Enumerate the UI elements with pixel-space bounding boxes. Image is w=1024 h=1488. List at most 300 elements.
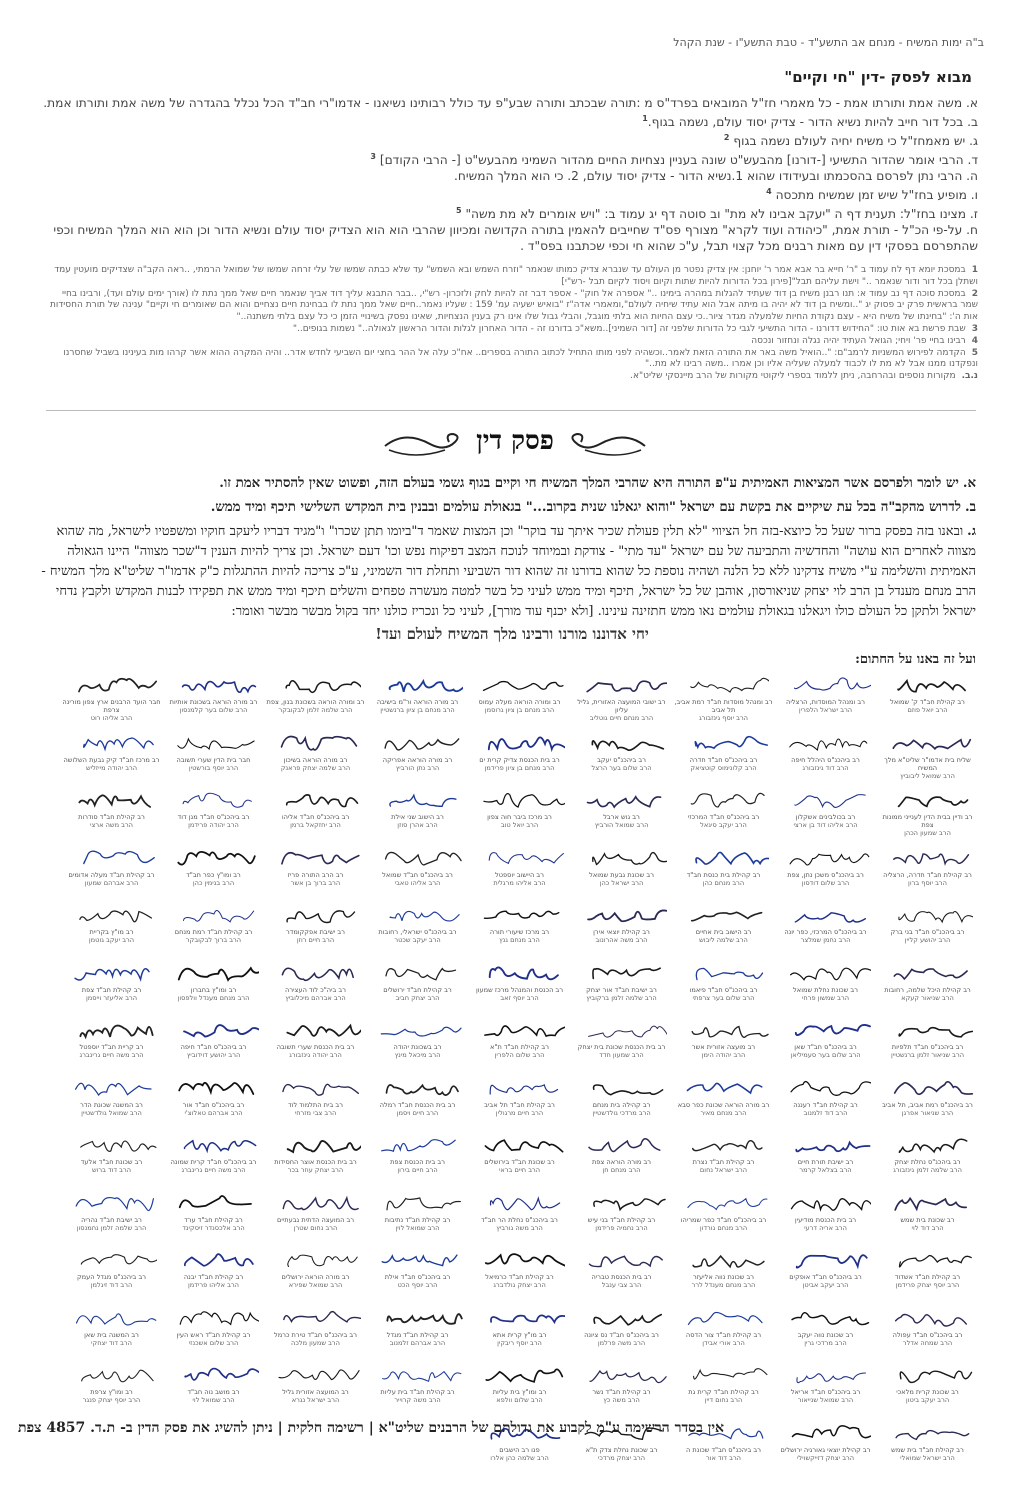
signer-title: רב ביהכנ"ס חב"ד פיאמו — [689, 985, 758, 994]
signer-name: הרב יהודה פרידמן — [188, 821, 239, 829]
signer-title: רב קהילת חב"ד נשר — [592, 1388, 651, 1396]
handwritten-signature — [781, 1190, 871, 1216]
ruling-paragraph — [41, 498, 976, 518]
signature-stroke — [687, 1083, 761, 1093]
footnote — [43, 324, 978, 336]
signature-stroke — [590, 1371, 666, 1383]
signer-name: הרב חיים מרגולין — [495, 1108, 544, 1117]
signer-name: הרב קלונימוס קוטציאק — [690, 763, 757, 772]
footnote-text: במסכת סוכה דף נב עמוד א: תנו רבנן משיח בן דוד שעתיד להגלות במהרה בימינו .." אספרה אל חוק" - אספר דבר זה להיות לחק ולזכרון- רש"י, ..בבר התבגא עליך דוד אביך שנאמר חיים שאל ממך נתת לו (אורך ימים עולם ועד), ורבינו בחיי שמר בראשית פרק יב פסוק יג "..ומשיח בן דוד לא יהיה בו מיתה אבל הוא עתיד שיחיה לעולם",ומאמרי אדה"ז "בואיש ישעיה עמ' 159 : שעליו נאמר..חיים שאל ממך נתת לו בבחינת חיים נצחיים והוא הם שאומרים חי וקיים" ענינה של תורת החסידות אות ה': "בחינתו של משיח היא - עצם נקודת החיות שלמעלה מגדר ציור..כי עצם החיות הוא בלתי מוגבל, והבלי גבול שלו אינו רק בענין הנצחיות, שאינו נפסק בשינויי הזמן כי כל עצם בלתי משתנה.." — [49, 288, 978, 323]
signer-name: הרב אורי אבידן — [702, 1338, 745, 1347]
signer-title: רב קהילת חב"ד קרית גת — [688, 1388, 759, 1396]
ruling-letter: ג. — [967, 524, 976, 539]
signature-stroke — [893, 854, 968, 864]
signer-name: הרב משה פרלמן — [597, 1338, 646, 1347]
ruling-title-ornament — [375, 420, 655, 468]
handwritten-signature — [781, 672, 871, 698]
signature-stroke — [287, 1026, 361, 1036]
signer-name: הרב ישראל כהן — [599, 878, 644, 887]
signature-stroke — [184, 1254, 252, 1266]
handwritten-signature — [373, 730, 463, 756]
handwritten-signature — [883, 730, 973, 756]
signer-title: רב קהילת חב"ד נתיבות — [384, 1215, 451, 1224]
signature-stroke — [185, 1369, 259, 1380]
handwritten-signature — [475, 787, 565, 813]
handwritten-signature — [67, 1190, 157, 1216]
signature-stroke — [484, 794, 565, 807]
handwritten-signature — [169, 730, 259, 756]
signer-name: הרב שלמה יצחק פראנק — [280, 763, 351, 772]
handwritten-signature — [169, 845, 259, 871]
handwritten-signature — [577, 1247, 667, 1273]
handwritten-signature — [883, 1420, 973, 1446]
signer-title: רב קהילת חב"ד ק' שמואל — [890, 698, 965, 706]
intro-item-row — [38, 203, 978, 222]
signer-name: הרב שלום בער הרצל — [591, 763, 652, 772]
signer-name: הרב יעקב שכטר — [394, 936, 441, 944]
handwritten-signature — [475, 902, 565, 928]
signature-stroke — [282, 1084, 357, 1095]
signer-title: רב מרכז שיעורי תורה — [489, 928, 550, 936]
signature-stroke — [592, 740, 663, 749]
signer-name: הרב חיים רוזן — [296, 936, 335, 944]
signer-name: הרב ישראל הלפרין — [798, 706, 853, 714]
signature-stroke — [898, 912, 972, 922]
signature-stroke — [490, 1198, 559, 1209]
signature-stroke — [387, 1314, 461, 1324]
signer-title: רב מורה הוראה בשכונת אותיות — [169, 698, 258, 706]
signer-name: הרב יואל טוב — [500, 821, 539, 829]
signer-name: הרב שמואל הורביץ — [594, 821, 649, 829]
handwritten-signature — [475, 960, 565, 986]
signature-stroke — [281, 852, 358, 863]
handwritten-signature — [679, 1190, 769, 1216]
handwritten-signature — [679, 672, 769, 698]
signer-name: הרב מנחם חן — [602, 1166, 641, 1174]
signature-stroke — [483, 682, 562, 691]
signer-title: רב ישיבת תורת חיים — [797, 1158, 854, 1166]
handwritten-signature — [271, 1132, 361, 1158]
signer-name: הרב יהודה הימן — [701, 1051, 746, 1059]
signature-stroke — [792, 1425, 870, 1437]
handwritten-signature — [679, 787, 769, 813]
signature-stroke — [79, 911, 150, 922]
handwritten-signature — [577, 960, 667, 986]
ruling-letter: א. — [962, 476, 976, 491]
signature-stroke — [281, 736, 356, 749]
signature-stroke — [76, 1197, 153, 1210]
handwritten-signature — [169, 1132, 259, 1158]
signer-title: רב שכונת נווה אליעזר — [692, 1273, 755, 1281]
signature-stroke — [79, 679, 156, 692]
signer-name: הרב יוסף ברון — [908, 878, 947, 887]
handwritten-signature — [271, 1305, 361, 1331]
signature-stroke — [795, 913, 865, 922]
header-line: ב"ה ימות המשיח - מנחם אב התשע"ד - טבת התשע"ו - שנת הקהל — [673, 36, 984, 49]
signer-title: רב ביהכנ"ס חב"ד אופקים — [789, 1273, 862, 1281]
signer-title: רב המשנה שכונת הדר — [80, 1100, 143, 1109]
signer-name: הרב משה אהרונוב — [595, 936, 648, 944]
signer-name: הרב מנחם בן ציון ברנשטיין — [380, 706, 455, 714]
signature-stroke — [76, 1313, 155, 1324]
signer-name: הרב משה קרוייר — [394, 1396, 441, 1404]
signer-title: רב מורה הוראה אפריקה — [382, 755, 453, 764]
signature-stroke — [690, 678, 768, 692]
signature-stroke — [687, 1198, 766, 1209]
signer-name: הרב מנחם בן ציון פרידמן — [484, 763, 555, 772]
handwritten-signature — [577, 902, 667, 928]
handwritten-signature — [373, 1075, 463, 1101]
signer-title: רב ביהכנ"ס חב"ד תלפיות — [891, 1043, 964, 1051]
signer-title: רב הישוב שני אילת — [391, 813, 444, 821]
signature-stroke — [389, 795, 455, 806]
signer-title: רב ביהכנ"ס חב"ד טירת כרמל — [274, 1330, 357, 1339]
signer-name: הרב שמואל גולדשטיין — [81, 1108, 142, 1117]
handwritten-signature — [67, 1075, 157, 1101]
signature-stroke — [693, 1256, 764, 1267]
footnote-number: נ.ב. — [961, 371, 978, 382]
signer-title: רב בית הכנסת צפת — [390, 1158, 445, 1166]
signature-stroke — [287, 1255, 356, 1266]
signature-stroke — [282, 968, 353, 980]
signer-name: הרב מרדכי גולדשטיין — [592, 1108, 651, 1117]
footnote-mark: 5 — [456, 206, 462, 216]
signer-name: הרב שלמה כהן אלרו — [490, 1453, 549, 1462]
signer-name: הרב שמחה אדלר — [902, 1338, 953, 1347]
signer-name: הרב משה חיים גרינברג — [181, 1166, 246, 1174]
signature-stroke — [386, 1084, 458, 1094]
handwritten-signature — [373, 902, 463, 928]
signature-stroke — [178, 851, 255, 864]
intro-item: א. משה אמת ותורתו אמת - כל מאמרי חז"ל המובאים בפרד"ס מ :תורה שבכתב ותורה שבע"פ עד כולל רבותינו נשיאנו - אדמו"רי חב"ד הכל נכלל בהגדרה של משה אמת ותורתו אמת. — [43, 96, 978, 110]
signer-name: הרב מנחם גנץ — [499, 936, 540, 944]
handwritten-signature — [373, 1190, 463, 1216]
handwritten-signature — [169, 1190, 259, 1216]
handwritten-signature — [475, 1305, 565, 1331]
signer-title: רב ביהכנ"ס מגדל העמק — [77, 1273, 146, 1281]
signer-title: רב ביהכנ"ס חב"ד אילת — [384, 1273, 451, 1281]
handwritten-signature — [781, 845, 871, 871]
signer-name: הרב שמעון מלכה — [291, 1338, 340, 1347]
intro-item: ח. על-פי הכ"ל - תורת אמת, "כיהודה ועוד לקרא" מצורף פס"ד שחייבים להאמין בתורה הקדושה ומכיוון שהרבי הוא הוא הצדיק יסוד עולם ונשיא הדור וכן הוא הוא המלך המשיח וכפי שהתפרסם בפסקי דין עם מאות רבנים מכל קצוי תבל, ע"כ שהוא חי וכפי שכתבנו בפס"ד . — [53, 223, 978, 254]
handwritten-signature — [169, 1017, 259, 1043]
handwritten-signature — [577, 1190, 667, 1216]
handwritten-signature — [577, 730, 667, 756]
handwritten-signature — [883, 1017, 973, 1043]
signer-name: הרב יצחק חביב — [395, 993, 440, 1002]
signature-stroke — [486, 1369, 562, 1381]
signer-title: רב שכונת נווה יעקב — [797, 1330, 854, 1339]
signer-title: רב קהילת חב"ד בית שמש — [891, 1445, 964, 1454]
signer-name: הרב נחום שטרן — [293, 1223, 338, 1232]
signer-title: רב בית הכנסת צדיק קרית ים — [479, 755, 560, 764]
signer-name: הרב אברהם שמעון — [84, 878, 139, 887]
signer-name: הרב מנחם גורדון — [699, 1223, 748, 1232]
signer-name: הרב שלום בער קלמנסון — [179, 706, 248, 714]
signature-stroke — [594, 1314, 661, 1324]
signer-name: הרב שניאור זלמן ברנשטיין — [890, 1051, 964, 1059]
signature-stroke — [80, 1141, 155, 1151]
intro-item: ג. יש מאמחז"ל כי משיח יחיה לעולם נשמה בגוף — [733, 134, 978, 149]
signer-name: הרב ישראל שמואלי — [900, 1453, 955, 1462]
intro-item: ד. הרבי אומר שהדור התשיעי [-דורנו] מהבעש"ט שונה בעניין נצחיות החיים מהדור השמיני מהבעש"ט [- הרבי הקודם] — [379, 153, 978, 168]
signer-title: רב שכונת נחלת צדק ת"א — [585, 1445, 658, 1454]
signature-stroke — [75, 968, 149, 979]
handwritten-signature — [475, 672, 565, 698]
signer-name: הרב יעקב סיגאל — [700, 821, 747, 829]
signer-title: רב קהילת חב"ד חדרה, הרצליה — [883, 870, 972, 879]
signature-stroke — [382, 1255, 457, 1266]
signer-title: רב קהילת חב"ד מעלה אדומים — [68, 870, 155, 879]
handwritten-signature — [577, 672, 667, 698]
signature-stroke — [490, 1315, 564, 1322]
signer-title: רב ביהכנ"ס חב"ד שאן — [794, 1043, 857, 1051]
signer-name: הרב שלמה זלמן לבקובקר — [278, 706, 353, 714]
signer-title: רב מו"ץ בקריית — [89, 928, 134, 936]
signature-stroke — [184, 1141, 255, 1151]
handwritten-signature — [475, 1362, 565, 1388]
handwritten-signature — [679, 1017, 769, 1043]
signer-name: הרב משה ארצי — [89, 821, 133, 829]
handwritten-signature — [679, 1305, 769, 1331]
signer-title: רב קריית חב"ד יוספטל — [79, 1043, 144, 1051]
signer-title: רב ביהכנ"ס חב"ד שכונת ה — [686, 1445, 761, 1454]
signer-name: הרב אברהם זלמנוב — [389, 1338, 446, 1347]
signature-stroke — [791, 1081, 871, 1095]
signer-name: הרב דוד ברוש — [91, 1166, 132, 1174]
signature-stroke — [488, 737, 564, 749]
signature-stroke — [795, 1025, 869, 1035]
signer-title: רב ישיבת חב"ד נהריה — [81, 1215, 142, 1224]
signer-title: רב המשנה בית שאן — [84, 1330, 139, 1339]
signer-title: רב ומו"ץ בית עליות — [492, 1388, 547, 1396]
signer-name: הרב מנחם מענדל לרר — [691, 1281, 756, 1289]
handwritten-signature — [271, 1017, 361, 1043]
footnote-mark: 2 — [723, 133, 730, 143]
handwritten-signature — [67, 787, 157, 813]
signer-name: הרב שניאור קעקא — [901, 993, 954, 1002]
signer-name: הרב נחמן שמלצר — [800, 936, 851, 944]
handwritten-signature — [271, 845, 361, 871]
signature-stroke — [287, 1141, 360, 1152]
signer-name: הרב מיכאל מינץ — [394, 1051, 441, 1059]
signer-name: הרב אריה דרעי — [804, 1223, 847, 1232]
signer-title: רב ומו"ץ כפר חב"ד — [186, 870, 241, 879]
signer-title: רב ביהכנ"ס חב"ד המרכזי — [687, 813, 760, 821]
signer-title: רב קהילת חב"ד כרמיאל — [485, 1273, 554, 1281]
signer-title: רב ומנהל מוסדות חב"ד רמת אביב, תל אביב — [674, 698, 773, 714]
handwritten-signature — [373, 787, 463, 813]
ruling-paragraph — [41, 474, 976, 494]
signer-name: הרב שמואל שנייאור — [797, 1396, 854, 1404]
signature-stroke — [485, 1140, 562, 1152]
signature-stroke — [693, 1369, 766, 1379]
signature-stroke — [184, 1025, 259, 1037]
signer-title: רב בית הכנסת חב"ד רמלה — [379, 1100, 456, 1109]
signer-name: הרב נחמיה פרידמן — [595, 1223, 648, 1232]
signer-name: הרב אליהו טאבי — [394, 878, 441, 887]
handwritten-signature — [67, 960, 157, 986]
signer-title: רב קהילת בית כנסת חב"ד — [686, 870, 761, 879]
signer-name: הרב יהודה מייזליש — [85, 763, 138, 772]
handwritten-signature — [169, 672, 259, 698]
signature-stroke — [381, 1027, 461, 1036]
handwritten-signature — [169, 1362, 259, 1388]
signature-stroke — [893, 739, 970, 748]
handwritten-signature — [271, 1190, 361, 1216]
handwritten-signature — [883, 672, 973, 698]
signer-title: רב הרב התורה פריז — [287, 870, 344, 879]
signer-name: הרב מנחם מענדל וולפסון — [177, 993, 250, 1002]
signer-title: רב שכונת גבעת שמואל — [589, 870, 654, 879]
handwritten-signature — [271, 787, 361, 813]
signature-stroke — [183, 911, 253, 922]
signed-heading: ועל זה באנו על החתום: — [855, 652, 976, 667]
handwritten-signature — [475, 845, 565, 871]
handwritten-signature — [781, 1305, 871, 1331]
handwritten-signature — [169, 960, 259, 986]
signature-stroke — [83, 851, 153, 863]
signature-stroke — [484, 911, 558, 918]
signer-name: הרב שלמה זלמן גינזבורג — [893, 1166, 962, 1174]
signature-stroke — [592, 852, 666, 864]
signature-stroke — [287, 911, 354, 923]
signer-name: הרב נחום דיין — [704, 1396, 743, 1404]
signature-stroke — [898, 681, 965, 692]
signer-title: רב בשכונת יהודה — [393, 1043, 442, 1051]
handwritten-signature — [67, 1017, 157, 1043]
signer-name: הרב יחזקאל ברמן — [290, 821, 341, 829]
signer-title: רב ביהכנ"ס רמת אביב, תל אביב — [882, 1100, 973, 1109]
signer-name: הרב שמואל ליבוביץ — [900, 771, 955, 780]
signer-name: הרב צבי מזרחי — [294, 1108, 337, 1117]
footnote-number: 1 — [971, 265, 978, 275]
signer-title: רב מושב נוה חב"ד — [187, 1388, 240, 1396]
handwritten-signature — [67, 1305, 157, 1331]
signature-stroke — [75, 1083, 150, 1095]
handwritten-signature — [67, 845, 157, 871]
signer-title: רב ביהכנ"ס יעקב — [597, 755, 646, 764]
signature-stroke — [895, 1314, 966, 1325]
signer-name: הרב משה חיים גרינברג — [79, 1051, 144, 1059]
signer-name: הרב שמואל שפירא — [288, 1281, 343, 1289]
footnote — [43, 348, 978, 372]
intro-item: ז. מצינו בחז"ל: תענית דף ה "יעקב אבינו לא מת" וב סוטה דף יג עמוד ב: "ויש אומרים לא מת משה" — [465, 207, 978, 222]
signature-stroke — [593, 1198, 664, 1209]
signer-title: רב קהילת חב"ד בית עליות — [380, 1388, 455, 1396]
signer-title: רב שכונת חב"ד בירושלים — [484, 1158, 555, 1166]
signer-name: הרב חיים בירון — [397, 1166, 438, 1174]
signature-stroke — [286, 681, 361, 693]
handwritten-signature — [679, 845, 769, 871]
handwritten-signature — [373, 1017, 463, 1043]
footnote-text: הקדמה לפירוש המשניות לרמב"ם: "..הואיל משה באר את התורה הזאת לאמר..וכשהיה לפני מותו התחיל לכתוב התורה בספרים.. אח"כ עלה אל ההר בחצי יום השביעי לחדש אדר.. והיה המקרה ההוא אשר קרהו מות בעינינו בשביל שחסרנו ונפקדנו ממנו אבל לא מת לו לכבוד למעלה שעליה אליו וכן אמרו ..משה רבינו לא מת.." — [63, 347, 978, 370]
signature-stroke — [387, 1198, 460, 1210]
signer-title: רב ביהכנ"ס נחלת הר חב"ד — [481, 1215, 558, 1224]
signer-title: רב קהילת יוצאי גאורגיה ירושלים — [780, 1445, 871, 1454]
intro-title: מבוא לפסק -דין "חי וקיים" — [784, 68, 972, 86]
signer-title: רב ומו"ץ צרפת — [90, 1388, 133, 1396]
signature-stroke — [381, 1140, 455, 1151]
handwritten-signature — [373, 1247, 463, 1273]
signature-stroke — [390, 911, 459, 921]
signer-title: רב קהילת חב"ד אשדוד — [894, 1273, 961, 1281]
signer-name: הרב אלכסנדר זיסקינד — [182, 1223, 245, 1232]
signer-title: רב ביהכנ"ס חב"ד חיפה — [180, 1043, 247, 1051]
signature-stroke — [896, 1430, 969, 1439]
handwritten-signature — [271, 730, 361, 756]
signer-title: רב הישוב בית אחיים — [695, 928, 752, 936]
signer-title: רב היישוב יוספטל — [495, 870, 544, 879]
handwritten-signature — [67, 672, 157, 698]
intro-item-row — [38, 184, 978, 203]
signer-title: רב המועצה אזורית גליל — [282, 1388, 349, 1396]
signature-stroke — [279, 1370, 359, 1380]
signature-stroke — [691, 912, 761, 920]
signer-name: הרב דוד יצחקי — [91, 1338, 132, 1347]
signature-stroke — [790, 968, 870, 980]
signer-name: הרב דוד זיגלמן — [90, 1281, 133, 1289]
signer-title: רב ביהכנ"ס חב"ד קרית שמונה — [170, 1158, 257, 1166]
signer-name: הרב יהודה גינזבורג — [289, 1051, 342, 1059]
signer-title: חבר הועד הרבנים ארץ צפון מורינה צרפת — [62, 698, 161, 714]
handwritten-signature — [781, 730, 871, 756]
intro-item: ו. מופיע בחז"ל שיש זמן שמשיח מתכסה — [775, 188, 978, 203]
signer-title: רב ביהכנ"ס חב"ד נס ציונה — [584, 1330, 659, 1339]
signature-stroke — [79, 795, 150, 807]
signer-name: הרב מנחם מאיר — [700, 1108, 747, 1117]
signer-title: רב קהילת יוצאי אירן — [593, 928, 650, 936]
handwritten-signature — [679, 960, 769, 986]
signature-stroke — [81, 1370, 152, 1382]
signer-title: רב גוש ארבל — [603, 813, 640, 821]
handwritten-signature — [475, 1247, 565, 1273]
handwritten-signature — [67, 730, 157, 756]
signer-title: רב בית הכנסת שכונת בית יצחק — [577, 1043, 666, 1051]
signer-title: רב ישיבת אפקקומדר — [286, 928, 345, 936]
handwritten-signature — [373, 672, 463, 698]
handwritten-signature — [475, 1190, 565, 1216]
signer-title: רב מורה הוראה בשיכון — [283, 755, 348, 764]
signer-name: הרב מרדכי גרין — [804, 1338, 847, 1347]
signature-stroke — [692, 1141, 761, 1151]
handwritten-signature — [679, 1247, 769, 1273]
signature-stroke — [177, 738, 253, 748]
signer-title: רב ביהכנ"ס ישראלי, רחובות — [378, 928, 457, 936]
handwritten-signature — [67, 1362, 157, 1388]
signature-stroke — [789, 738, 866, 749]
handwritten-signature — [577, 787, 667, 813]
signer-name: הרב יהושע דוידוביץ — [186, 1051, 241, 1059]
handwritten-signature — [271, 1075, 361, 1101]
signature-stroke — [791, 1198, 871, 1209]
signer-title: רב ישיבת חב"ד אור יצחק — [586, 985, 657, 994]
signer-name: הרב שמעון חדד — [599, 1051, 644, 1059]
signature-stroke — [691, 793, 764, 807]
footer-note: אין בסדר הרשימה ע"מ לקבוע את גדולתם של הרבנים שליט"א | רשימה חלקית | ניתן להשיג את פסק הדין ב- ת.ד. 4857 צפת — [17, 1420, 724, 1436]
footnote-text: שבת פרשת בא אות טו: "החידוש דדורנו - הדור התשיעי לגבי כל הדורות שלפני זה [דור השמיני]..משא"כ בדורנו זה - הדור האחרון לגלות והדור הראשון לגאולה.." נשמות בגופים.." — [292, 323, 966, 334]
signer-title: רב ביהכנ"ס חב"ד מגן דוד — [177, 813, 250, 821]
handwritten-signature — [67, 1247, 157, 1273]
signer-name: הרב שמעון הכהן — [904, 829, 951, 837]
signer-name: הרב יוסף ריבקין — [497, 1338, 542, 1347]
signature-stroke — [180, 1311, 259, 1324]
handwritten-signature — [373, 1305, 463, 1331]
signer-name: הרב חיים ויסמן — [396, 1108, 439, 1117]
signer-title: רב ביהכנ"ס חב"ד אור — [182, 1100, 245, 1109]
signer-title: רב הכנסת והמנהל מרכז שמעון — [475, 985, 564, 994]
signature-stroke — [283, 1198, 358, 1210]
